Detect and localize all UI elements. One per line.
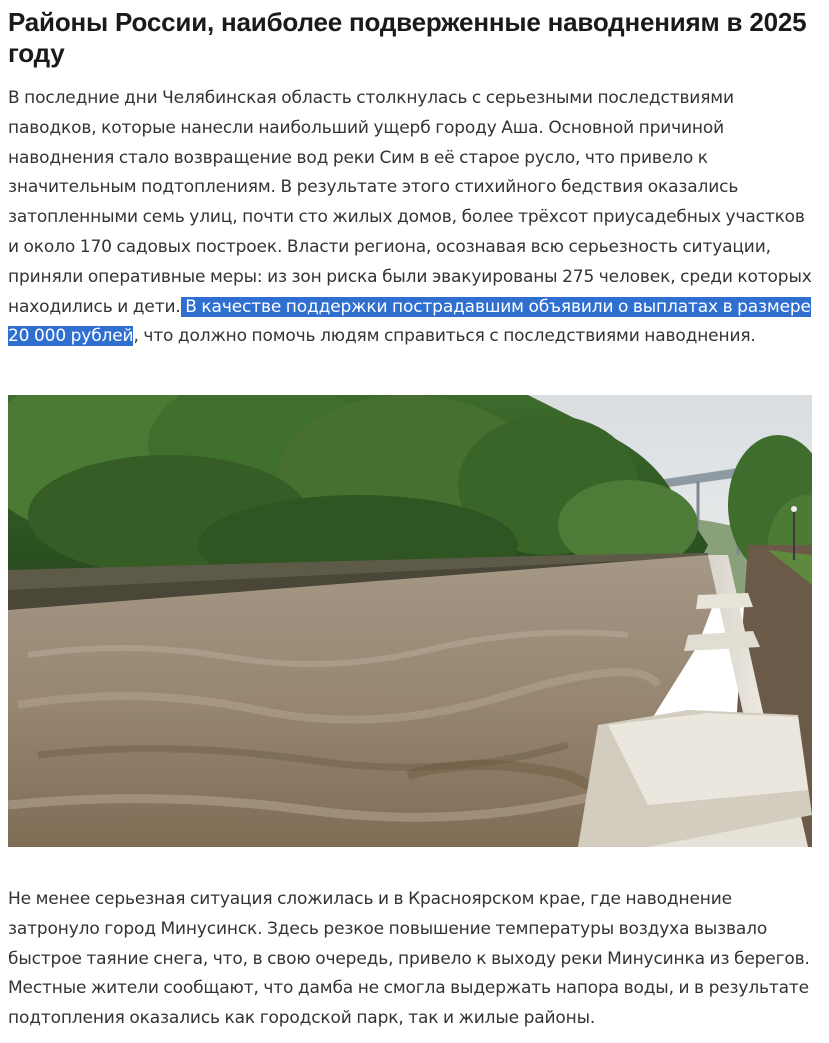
paragraph-1-text-end: , что должно помочь людям справиться с последствиями наводнения. [133,326,756,347]
flooded-river-photo [8,395,812,847]
article-paragraph-1 [8,84,820,352]
article-paragraph-2: Не менее серьезная ситуация сложилась и в Красноярском крае, где наводнение затронуло город Минусинск. Здесь резкое повышение температуры воздуха вызвало быстрое таяние снега, что, в свою очередь, привело к выходу реки Минусинка из берегов. Местные жители сообщают, что дамба не смогла выдержать напора воды, и в результате подтопления оказались как городской парк, так и жилые районы. [8,889,810,1029]
article-title: Районы России, наиболее подверженные наводнениям в 2025 году [8,7,807,68]
paragraph-1-text: В последние дни Челябинская область столкнулась с серьезными последствиями паводков, которые нанесли наибольший ущерб городу Аша. Основной причиной наводнения стало возвращение вод реки Сим в её старое русло, что привело к значительным подтоплениям. В результате этого стихийного бедствия оказались затопленными семь улиц, почти сто жилых домов, более трёхсот приусадебных участков и около 170 садовых построек. Власти региона, осознавая всю серьезность ситуации, приняли оперативные меры: из зон риска были эвакуированы 275 человек, среди которых находились и дети. [8,88,812,317]
selected-text[interactable]: В качестве поддержки пострадавшим объявили о выплатах в размере 20 000 рублей [8,296,811,347]
